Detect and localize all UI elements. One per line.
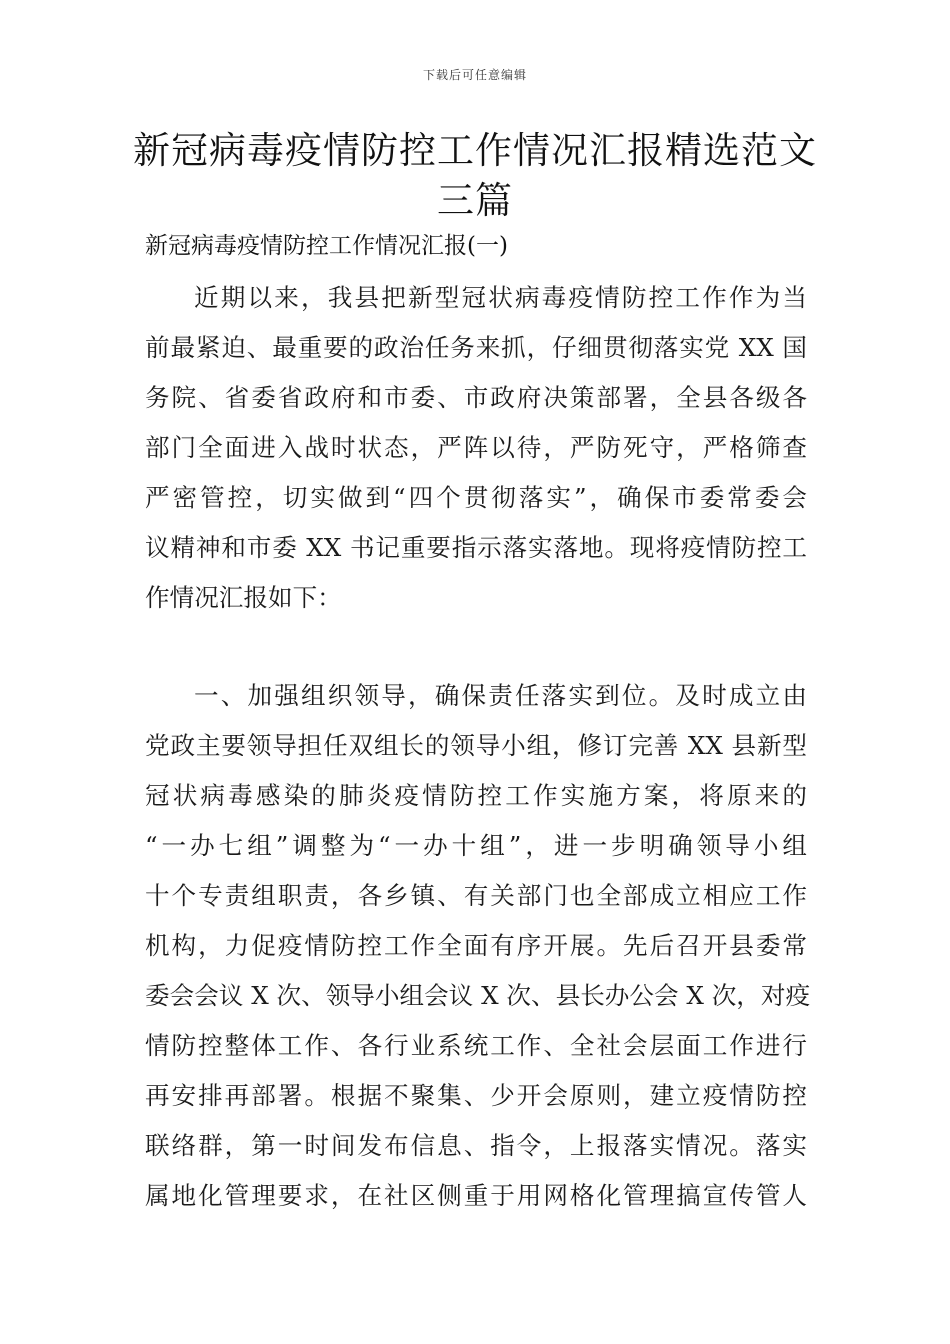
paragraph-line: 近期以来，我县把新型冠状病毒疫情防控工作作为当: [194, 283, 807, 312]
paragraph-line: 委会会议 X 次、领导小组会议 X 次、县长办公会 X 次，对疫: [145, 981, 811, 1010]
paragraph-line: “一办七组”调整为“一办十组”，进一步明确领导小组: [145, 831, 807, 860]
paragraph-line: 议精神和市委 XX 书记重要指示落实落地。现将疫情防控工: [145, 533, 807, 562]
paragraph-intro: [145, 273, 807, 623]
paragraph-section-one: [145, 671, 811, 1221]
paragraph-line: 严密管控，切实做到“四个贯彻落实”，确保市委常委会: [145, 483, 807, 512]
paragraph-line: 联络群，第一时间发布信息、指令，上报落实情况。落实: [145, 1131, 807, 1160]
paragraph-line: 党政主要领导担任双组长的领导小组，修订完善 XX 县新型: [145, 731, 807, 760]
title-line-2: 三篇: [437, 179, 513, 222]
paragraph-line: 十个专责组职责，各乡镇、有关部门也全部成立相应工作: [145, 881, 807, 910]
section-subheading: 新冠病毒疫情防控工作情况汇报(一): [145, 233, 508, 259]
paragraph-line: 情防控整体工作、各行业系统工作、全社会层面工作进行: [145, 1031, 807, 1060]
paragraph-line: 务院、省委省政府和市委、市政府决策部署，全县各级各: [145, 383, 807, 412]
paragraph-line: 机构，力促疫情防控工作全面有序开展。先后召开县委常: [145, 931, 807, 960]
download-note: 下载后可任意编辑: [422, 68, 527, 82]
paragraph-line: 属地化管理要求，在社区侧重于用网格化管理搞宣传管人: [145, 1181, 807, 1210]
paragraph-line: 部门全面进入战时状态，严阵以待，严防死守，严格筛查: [145, 433, 807, 462]
paragraph-line: 作情况汇报如下：: [145, 583, 342, 612]
paragraph-line: 冠状病毒感染的肺炎疫情防控工作实施方案，将原来的: [145, 781, 807, 810]
title-line-1: 新冠病毒疫情防控工作情况汇报精选范文: [133, 129, 817, 172]
paragraph-line: 前最紧迫、最重要的政治任务来抓，仔细贯彻落实党 XX 国: [145, 333, 807, 362]
document-title: [130, 126, 820, 226]
paragraph-line: 再安排再部署。根据不聚集、少开会原则，建立疫情防控: [145, 1081, 807, 1110]
paragraph-line: 一、加强组织领导，确保责任落实到位。及时成立由: [194, 681, 807, 710]
